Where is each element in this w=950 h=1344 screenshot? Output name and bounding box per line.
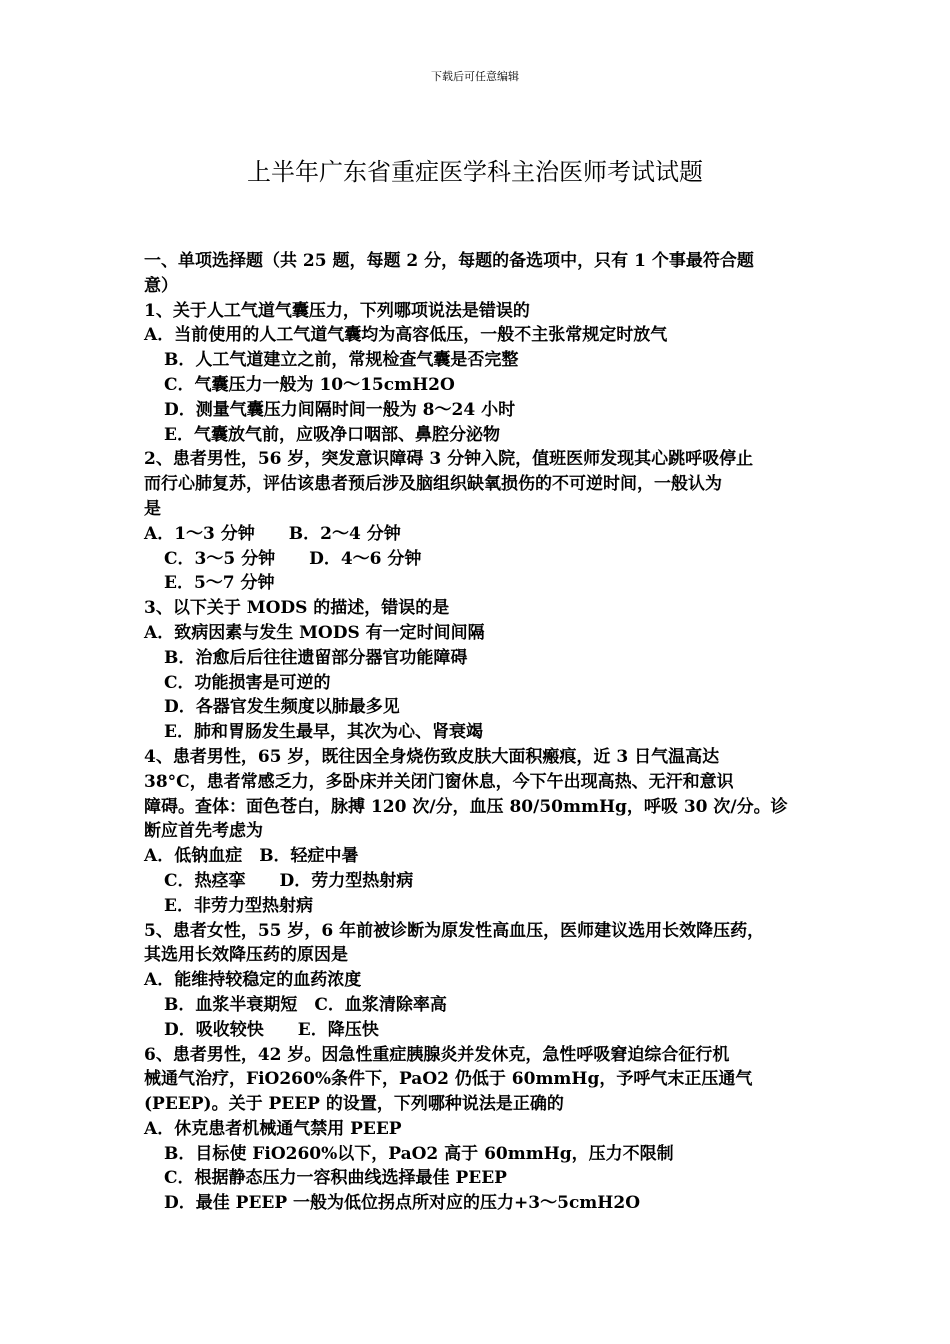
q4-options-ab: A．低钠血症 B．轻症中暑	[144, 846, 359, 867]
question-4-cont: 断应首先考虑为	[144, 821, 263, 842]
question-2-cont: 是	[144, 498, 161, 519]
section-heading-cont: 意）	[144, 275, 178, 296]
q6-option-b: B．目标使 FiO260%以下，PaO2 高于 60mmHg，压力不限制	[164, 1143, 674, 1164]
q2-options-cd: C．3～5 分钟 D．4～6 分钟	[164, 548, 422, 569]
q5-options-de: D．吸收较快 E．降压快	[164, 1019, 379, 1040]
question-4: 4、患者男性，65 岁，既往因全身烧伤致皮肤大面积瘢痕，近 3 日气温高达	[144, 746, 720, 767]
q5-options-bc: B．血浆半衰期短 C．血浆清除率高	[164, 994, 447, 1015]
q1-option-a: A．当前使用的人工气道气囊均为高容低压，一般不主张常规定时放气	[144, 325, 668, 346]
q6-option-a: A．休克患者机械通气禁用 PEEP	[144, 1118, 402, 1139]
q3-option-c: C．功能损害是可逆的	[164, 672, 331, 693]
q3-option-d: D．各器官发生频度以肺最多见	[164, 697, 400, 718]
q2-options-ab: A．1～3 分钟 B．2～4 分钟	[144, 523, 401, 544]
question-6-cont: (PEEP)。关于 PEEP 的设置，下列哪种说法是正确的	[144, 1094, 564, 1115]
question-2: 2、患者男性，56 岁，突发意识障碍 3 分钟入院，值班医师发现其心跳呼吸停止	[144, 449, 754, 470]
question-6-cont: 械通气治疗，FiO260%条件下，PaO2 仍低于 60mmHg，予呼气末正压通气	[144, 1069, 753, 1090]
q4-options-cd: C．热痉挛 D．劳力型热射病	[164, 870, 414, 891]
question-6: 6、患者男性，42 岁。因急性重症胰腺炎并发休克，急性呼吸窘迫综合征行机	[144, 1044, 730, 1065]
question-1: 1、关于人工气道气囊压力，下列哪项说法是错误的	[144, 300, 530, 321]
question-5-cont: 其选用长效降压药的原因是	[144, 945, 348, 966]
q3-option-b: B．治愈后后往往遗留部分器官功能障碍	[164, 647, 468, 668]
q1-option-d: D．测量气囊压力间隔时间一般为 8～24 小时	[164, 399, 516, 420]
q4-option-e: E．非劳力型热射病	[164, 895, 313, 916]
q5-option-a: A．能维持较稳定的血药浓度	[144, 970, 362, 991]
q1-option-c: C．气囊压力一般为 10～15cmH2O	[164, 374, 455, 395]
q3-option-e: E．肺和胃肠发生最早，其次为心、肾衰竭	[164, 722, 483, 743]
question-5: 5、患者女性，55 岁，6 年前被诊断为原发性高血压，医师建议选用长效降压药，	[144, 920, 765, 941]
section-heading: 一、单项选择题（共 25 题，每题 2 分，每题的备选项中，只有 1 个事最符合题	[144, 251, 754, 271]
q6-option-c: C．根据静态压力一容积曲线选择最佳 PEEP	[164, 1168, 507, 1189]
q6-option-d: D．最佳 PEEP 一般为低位拐点所对应的压力+3～5cmH2O	[164, 1193, 640, 1214]
q1-option-e: E．气囊放气前，应吸净口咽部、鼻腔分泌物	[164, 424, 500, 445]
document-body	[144, 249, 820, 1216]
page-title: 上半年广东省重症医学科主治医师考试试题	[247, 158, 703, 186]
question-3: 3、以下关于 MODS 的描述，错误的是	[144, 598, 450, 619]
q3-option-a: A．致病因素与发生 MODS 有一定时间间隔	[144, 622, 485, 643]
page-header: 下载后可任意编辑	[431, 70, 519, 83]
question-4-cont: 障碍。查体：面色苍白，脉搏 120 次/分，血压 80/50mmHg，呼吸 30 次/分。诊	[144, 796, 788, 817]
q2-option-e: E．5～7 分钟	[164, 573, 275, 594]
question-2-cont: 而行心肺复苏，评估该患者预后涉及脑组织缺氧损伤的不可逆时间，一般认为	[144, 474, 722, 495]
question-4-cont: 38°C，患者常感乏力，多卧床并关闭门窗休息，今下午出现高热、无汗和意识	[144, 771, 734, 792]
q1-option-b: B．人工气道建立之前，常规检查气囊是否完整	[164, 350, 519, 371]
